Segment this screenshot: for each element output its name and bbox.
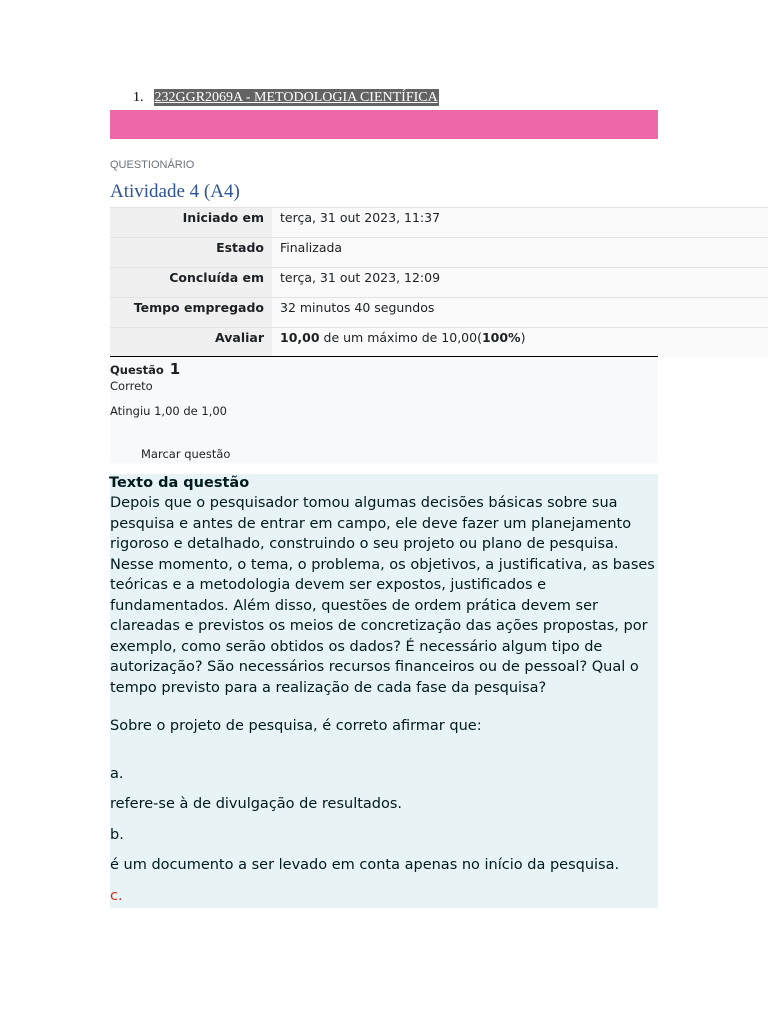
summary-value: 32 minutos 40 segundos <box>272 298 768 328</box>
question-state: Correto <box>110 379 153 393</box>
option-a-letter[interactable]: a. <box>110 766 124 782</box>
course-link[interactable]: 232GGR2069A - METODOLOGIA CIENTÍFICA <box>154 90 438 105</box>
question-text-body <box>110 493 658 698</box>
question-info-panel <box>110 357 658 463</box>
summary-row-grade <box>110 328 768 358</box>
option-c-letter[interactable]: c. <box>110 888 123 904</box>
question-prompt: Sobre o projeto de pesquisa, é correto afirmar que: <box>110 718 482 734</box>
option-a-text[interactable]: refere-se à de divulgação de resultados. <box>110 796 403 812</box>
attempt-summary-table <box>110 207 768 358</box>
summary-label: Tempo empregado <box>110 298 272 328</box>
summary-label: Estado <box>110 238 272 268</box>
option-b-text[interactable]: é um documento a ser levado em conta apenas no início da pesquisa. <box>110 857 620 873</box>
question-text-panel <box>110 474 658 908</box>
course-breadcrumb <box>133 89 439 106</box>
activity-type-label: QUESTIONÁRIO <box>110 159 195 171</box>
summary-row-completed <box>110 268 768 298</box>
option-b-letter[interactable]: b. <box>110 827 124 843</box>
summary-value: terça, 31 out 2023, 12:09 <box>272 268 768 298</box>
flag-question-link[interactable]: Marcar questão <box>141 447 231 461</box>
course-list-number: 1. <box>133 89 144 105</box>
grade-value <box>272 328 768 358</box>
page-title: Atividade 4 (A4) <box>110 181 240 202</box>
grade-score: 10,00 <box>280 330 320 345</box>
summary-row-state <box>110 238 768 268</box>
summary-label: Concluída em <box>110 268 272 298</box>
question-number <box>110 360 180 378</box>
course-banner <box>110 110 658 139</box>
grade-percent: 100% <box>481 330 521 345</box>
summary-value: Finalizada <box>272 238 768 268</box>
question-paragraph: Depois que o pesquisador tomou algumas decisões básicas sobre sua pesquisa e antes de entrar em campo, ele deve fazer um planejamento rigoroso e detalhado, construindo o seu projeto ou plano de pesquisa. Nesse momento, o tema, o problema, os objetivos, a justificativa, as bases teóricas e a metodologia devem ser expostos, justificados e fundamentados. Além disso, questões de ordem prática devem ser clareadas e previstos os meios de concretização das ações propostas, por exemplo, como serão obtidos os dados? É necessário algum tipo de autorização? São necessários recursos financeiros ou de pessoal? Qual o tempo previsto para a realização de cada fase da pesquisa? <box>110 495 655 696</box>
summary-label: Avaliar <box>110 328 272 358</box>
summary-label: Iniciado em <box>110 208 272 238</box>
summary-row-started <box>110 208 768 238</box>
summary-value: terça, 31 out 2023, 11:37 <box>272 208 768 238</box>
question-number-value: 1 <box>169 360 181 378</box>
grade-max-text: de um máximo de 10,00( <box>319 330 482 345</box>
question-label: Questão <box>110 363 164 377</box>
summary-row-time-taken <box>110 298 768 328</box>
grade-close-paren: ) <box>520 330 526 345</box>
question-text-heading: Texto da questão <box>109 475 250 491</box>
question-grade: Atingiu 1,00 de 1,00 <box>110 404 227 418</box>
